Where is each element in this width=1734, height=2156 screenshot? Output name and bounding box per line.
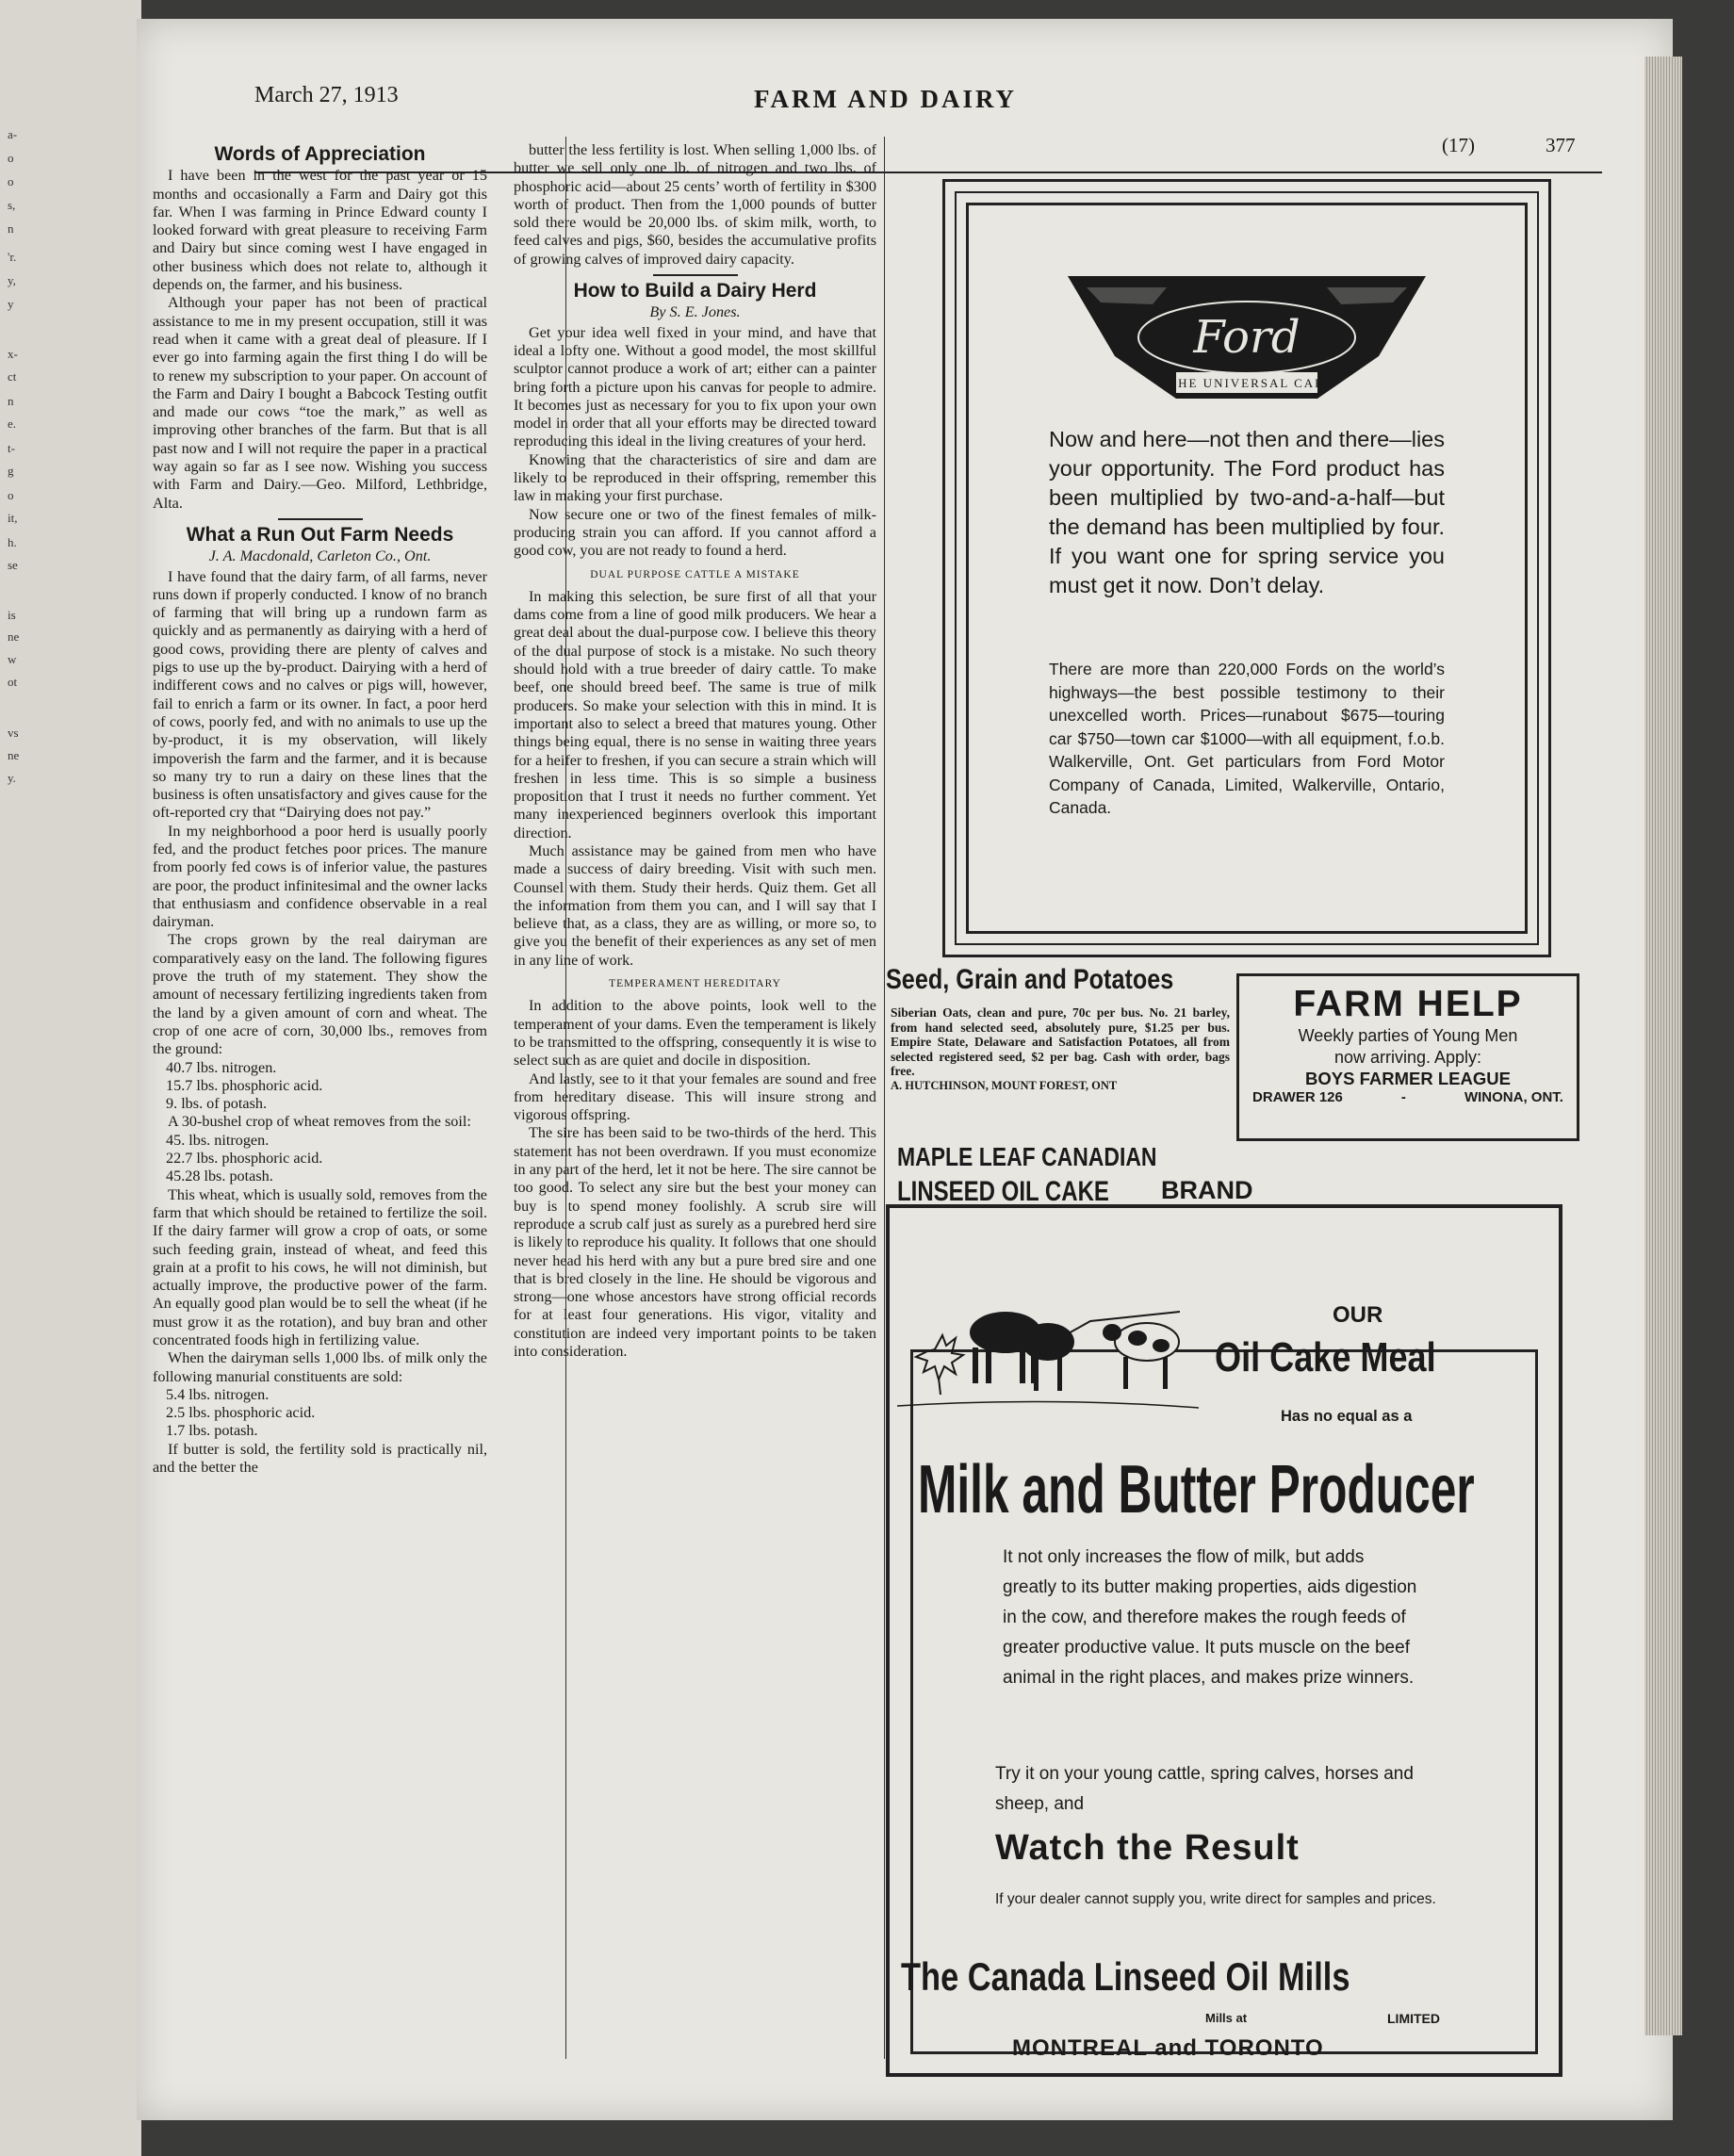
column-divider bbox=[884, 137, 885, 2059]
ad-company-name: The Canada Linseed Oil Mills bbox=[901, 1954, 1350, 1999]
farm-help-dash: - bbox=[1400, 1089, 1406, 1105]
seed-ad-text: Siberian Oats, clean and pure, 70c per bus. No. 21 barley, from hand selected seed, absolutely pure, $1.25 per bus. Empire State, Delaware and Satisfaction Potatoes, all from selected registered seed, $2 per bag. Cash with order, bags free. bbox=[891, 1005, 1230, 1078]
ad-watch-result: Watch the Result bbox=[995, 1828, 1300, 1868]
list-item: 5.4 lbs. nitrogen. bbox=[166, 1385, 270, 1403]
ford-body-main: Now and here—not then and there—lies your opportunity. The Ford product has been multiplied by two-and-a-half—but the demand has been multiplied by four. If you want one for spring service you must get it now. Don’t delay. bbox=[1049, 427, 1445, 597]
article-paragraph: Although your paper has not been of practical assistance to me in my present occupation, still it was read when it came with a great deal of pleasure. If I ever go into farming again the first thing I do will be to renew my subscription to your paper. On account of the Farm and Dairy I bought a Babcock Testing outfit and made our cows “toe the mark,” as well as improving other branches of the farm. But that is all past now and I will not require the paper in a practical way again so far as I see now. Wishing you success with Farm and Dairy.—Geo. Milford, Lethbridge, Alta. bbox=[153, 294, 487, 512]
article-paragraph: The sire has been said to be two-thirds of the herd. This statement has not been overdrawn. If you must economize in any part of the herd, let it not be here. The sire cannot be too good. To select any sire but the best your money can buy is to spend money foolishly. A scrub sire will reproduce a scrub calf just as surely as a purebred herd sire is likely to reproduce his quality. It follows that one should never head his herd with any but a pure bred sire and one that is bred closely in the line. He should be vigorous and strong—one whose ancestors have strong official records for at least four generations. His vigor, vitality and constitution are indeed very important points to be taken into consideration. bbox=[514, 1124, 876, 1360]
ad-headline: Milk and Butter Producer bbox=[918, 1452, 1475, 1527]
ad-copy: Try it on your young cattle, spring calves, horses and sheep, and bbox=[995, 1764, 1414, 1814]
article-paragraph: A 30-bushel crop of wheat removes from the soil: bbox=[168, 1113, 471, 1131]
article-paragraph: When the dairyman sells 1,000 lbs. of milk only the following manurial constituents are sold: bbox=[153, 1349, 487, 1385]
article-paragraph: And lastly, see to it that your females are sound and free from hereditary disease. This will insure strong and vigorous offspring. bbox=[514, 1070, 876, 1124]
article-paragraph: I have been in the west for the past year or 15 months and occasionally a Farm and Dairy got this far. When I was farming in Prince Edward county I looked forward with great pleasure to receiving Farm and Dairy but since coming west I have engaged in other business which does not relate to, although it depends on, the farmer, and his business. bbox=[153, 167, 487, 294]
article-paragraph: butter the less fertility is lost. When selling 1,000 lbs. of butter we sell only one lb. of nitrogen and two lbs. of phosphoric acid—about 25 cents’ worth of fertility in $300 worth of product. Then from the 1,000 pounds of butter sold there would be 20,000 lbs. of skim milk, worth, to feed calves and pigs, $60, besides the accumulative profits of growing calves of improved dairy capacity. bbox=[514, 141, 876, 268]
issue-number: (17) bbox=[1442, 134, 1475, 156]
page-number: 377 bbox=[1546, 134, 1576, 156]
article-paragraph: This wheat, which is usually sold, removes from the farm that which should be retained to fertilize the soil. If the dairy farmer will grow a crop of oats, or some such feeding grain, instead of wheat, and feed this grain at a profit to his cows, he will not diminish, but actually improve, the productive power of the farm. An equally good plan would be to sell the wheat (if he must grow it as the rotation), and buy bran and other concentrated foods high in fertilizing value. bbox=[153, 1185, 487, 1348]
section-rule bbox=[278, 518, 363, 520]
farm-help-town: WINONA, ONT. bbox=[1464, 1089, 1563, 1105]
article-paragraph: I have found that the dairy farm, of all farms, never runs down if properly conducted. I know of no branch of farming that will bring up a rundown farm as quickly and as permanently as dairying with a herd of good cows, providing there are plenty of calves and pigs to use up the by-product. Dairying with a herd of indifferent cows and no calves or pigs will, however, fail to enrich a farm or its owner. In fact, a poor herd of cows, poorly fed, and with no animals to use up the by-product, it is my observation, will likely impoverish the farm and the farmer, and it is because so many try to run a dairy on these lines that the business is often unsatisfactory and gives cause for the oft-reported cry that “Dairying does not pay.” bbox=[153, 567, 487, 822]
article-paragraph: In making this selection, be sure first of all that your dams come from a line of good milk producers. We hear a great deal about the dual-purpose cow. I believe this theory of the dual purpose of stock is a mistake. No such theory should hold with a true breeder of dairy cattle. To make beef, one should breed beef. The same is true of milk producers. So make your selection with this in mind. It is important also to select a breed that matures young. Other things being equal, there is no sense in waiting three years for a heifer to freshen, if you can secure a strain which will freshen in less time. This is so simple a business proposition that I trust it needs no further comment. Yet many inexperienced beginners overlook this important direction. bbox=[514, 587, 876, 841]
farm-help-address bbox=[1239, 1089, 1577, 1105]
ad-oil-cake-meal: Oil Cake Meal bbox=[1215, 1334, 1436, 1380]
farm-help-title: FARM HELP bbox=[1293, 984, 1523, 1024]
article-paragraph: In my neighborhood a poor herd is usually poorly fed, and the product fetches poor prices. The manure from poorly fed cows is of inferior value, the pastures are poor, the product infinitesimal and the owner lacks that enthusiasm and confidence observable in a real dairyman. bbox=[153, 822, 487, 931]
seed-ad-title: Seed, Grain and Potatoes bbox=[886, 964, 1174, 995]
list-item: 22.7 lbs. phosphoric acid. bbox=[166, 1150, 323, 1168]
previous-page-edge: a- o o s, n 'r. y, y x- ct n e. t- g o it, h. se is ne w ot vs ne y. bbox=[0, 0, 141, 2156]
list-item: 1.7 lbs. potash. bbox=[166, 1422, 258, 1440]
ad-dealer-note: If your dealer cannot supply you, write direct for samples and prices. bbox=[995, 1891, 1436, 1907]
list-item: 40.7 lbs. nitrogen. bbox=[166, 1058, 277, 1076]
article-title: Words of Appreciation bbox=[214, 143, 426, 165]
list-item: 15.7 lbs. phosphoric acid. bbox=[166, 1076, 323, 1094]
column-1 bbox=[153, 141, 487, 1477]
seed-grain-advertisement bbox=[886, 964, 1235, 1138]
brand-word: BRAND bbox=[1161, 1176, 1253, 1204]
list-item: 9. lbs. of potash. bbox=[166, 1095, 268, 1113]
page-stack-edge bbox=[1644, 57, 1682, 2035]
ford-tagline: THE UNIVERSAL CAR bbox=[1169, 376, 1325, 390]
article-paragraph: Knowing that the characteristics of sire and dam are likely to be reproduced in their offspring, remember this law in making your first purchase. bbox=[514, 450, 876, 505]
section-rule bbox=[653, 274, 738, 276]
ad-limited: LIMITED bbox=[1387, 2011, 1440, 2026]
list-item: 45.28 lbs. potash. bbox=[166, 1168, 273, 1185]
article-byline: By S. E. Jones. bbox=[649, 303, 741, 321]
ford-advertisement bbox=[942, 179, 1551, 957]
ford-body-details: There are more than 220,000 Fords on the world’s highways—the best possible testimony to their unexcelled worth. Prices—runabout $675—touring car $750—town car $1000—with all equipment, f.o.b. Walkerville, Ont. Get particulars from Ford Motor Company of Canada, Limited, Walkerville, Ontario, Canada. bbox=[1049, 660, 1445, 817]
cattle-and-maple-leaf-icon bbox=[897, 1283, 1199, 1415]
ford-winged-logo-icon bbox=[1063, 267, 1431, 408]
ad-cities: MONTREAL and TORONTO bbox=[1012, 2035, 1324, 2061]
list-item: 45. lbs. nitrogen. bbox=[166, 1131, 270, 1149]
ad-our: OUR bbox=[1333, 1302, 1383, 1328]
ad-no-equal: Has no equal as a bbox=[1281, 1408, 1413, 1425]
linseed-oil-cake-advertisement bbox=[886, 1140, 1564, 2078]
ford-script: Ford bbox=[1193, 311, 1300, 364]
article-title: What a Run Out Farm Needs bbox=[186, 523, 454, 546]
farm-help-line: Weekly parties of Young Men bbox=[1298, 1026, 1518, 1045]
article-paragraph: If butter is sold, the fertility sold is practically nil, and the better the bbox=[153, 1440, 487, 1477]
farm-help-line: now arriving. Apply: bbox=[1333, 1048, 1482, 1067]
seed-ad-footer: A. HUTCHINSON, MOUNT FOREST, ONT bbox=[891, 1078, 1118, 1092]
farm-help-advertisement bbox=[1236, 973, 1579, 1141]
farm-help-org: BOYS FARMER LEAGUE bbox=[1305, 1069, 1511, 1088]
article-paragraph: Get your idea well fixed in your mind, and have that ideal a lofty one. Without a good model, the most skillful sculptor cannot produce a work of art; either can a painter bring forth a picture upon his canvas for people to admire. It becomes just as necessary for you to fix upon your own model in order that all your efforts may be directed toward reproducing this ideal in the living creatures of your herd. bbox=[514, 323, 876, 450]
article-paragraph: Much assistance may be gained from men who have made a success of dairy breeding. Visit with such men. Counsel with them. Study their herds. Quiz them. Get all the information from them you can, and I will say that I believe that, as a class, they are as willing, or more so, to give you the benefit of their experiences as any set of men in any line of work. bbox=[514, 841, 876, 969]
ad-outer-border bbox=[886, 1204, 1562, 2077]
article-paragraph: The crops grown by the real dairyman are comparatively easy on the land. The following figures prove the truth of my statement. They show the amount of necessary fertilizing ingredients taken from the land by a given amount of corn and wheat. The crop of one acre of corn, 30,000 lbs., removes from the ground: bbox=[153, 931, 487, 1058]
article-paragraph: Now secure one or two of the finest females of milk-producing strain you can afford. If you cannot afford a good cow, you are not ready to found a herd. bbox=[514, 505, 876, 560]
brand-product: LINSEED OIL CAKE bbox=[897, 1176, 1109, 1207]
article-title: How to Build a Dairy Herd bbox=[573, 280, 817, 302]
issue-date: March 27, 1913 bbox=[254, 83, 399, 107]
farm-help-drawer: DRAWER 126 bbox=[1252, 1089, 1343, 1105]
ad-mills-at: Mills at bbox=[1205, 2011, 1248, 2025]
brand-line-1: MAPLE LEAF CANADIAN bbox=[897, 1142, 1157, 1171]
brand-line-2 bbox=[897, 1176, 1253, 1208]
subheading: TEMPERAMENT HEREDITARY bbox=[609, 978, 781, 990]
column-2 bbox=[514, 141, 876, 1361]
subheading: DUAL PURPOSE CATTLE A MISTAKE bbox=[590, 568, 800, 580]
list-item: 2.5 lbs. phosphoric acid. bbox=[166, 1404, 316, 1422]
masthead-title: FARM AND DAIRY bbox=[754, 85, 1018, 113]
article-byline: J. A. Macdonald, Carleton Co., Ont. bbox=[208, 547, 432, 565]
ad-copy: It not only increases the flow of milk, but adds greatly to its butter making properties, aids digestion in the cow, and therefore makes the rough feeds of greater productive value. It puts muscle on the beef animal in the right places, and makes prize winners. bbox=[1003, 1547, 1417, 1688]
article-paragraph: In addition to the above points, look well to the temperament of your dams. Even the temperament is likely to be transmitted to the offspring, consequently it is wise to select such as are quiet and docile in disposition. bbox=[514, 997, 876, 1070]
